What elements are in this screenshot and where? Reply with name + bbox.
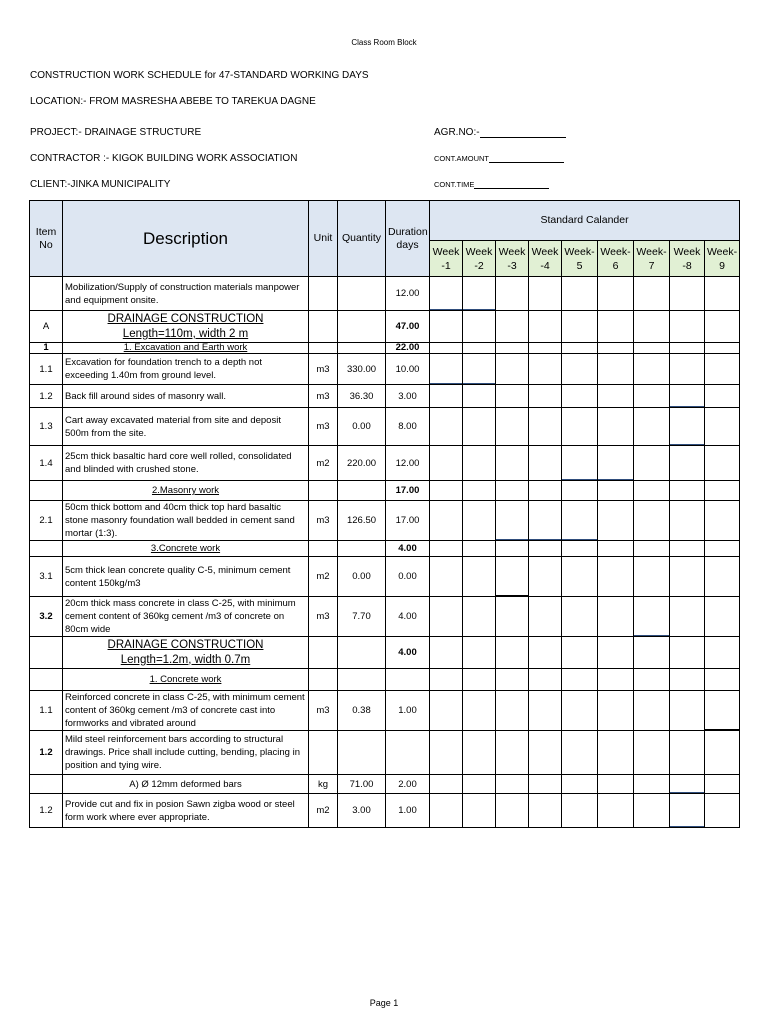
week-cell — [430, 277, 463, 311]
quantity-cell: 71.00 — [338, 775, 386, 794]
unit-cell — [309, 277, 338, 311]
gantt-bar — [670, 826, 705, 828]
table-row — [30, 446, 740, 481]
description-cell: Reinforced concrete in class C-25, with minimum cement content of 360kg cement /m3 of concrete cast into formworks and vibrated around — [63, 691, 309, 731]
cont-amount-blank — [489, 162, 564, 163]
duration-cell: 0.00 — [386, 557, 430, 597]
item-cell: A — [30, 311, 63, 343]
item-cell: 1.1 — [30, 691, 63, 731]
description-cell: 50cm thick bottom and 40cm thick top hard basaltic stone masonry foundation wall bedded in cement sand mortar (1:3). — [63, 501, 309, 541]
week-cell — [634, 597, 670, 637]
description-cell: Back fill around sides of masonry wall. — [63, 385, 309, 408]
duration-cell: 3.00 — [386, 385, 430, 408]
duration-cell: 47.00 — [386, 311, 430, 343]
table-row — [30, 277, 740, 311]
week-cell — [670, 408, 705, 446]
item-cell: 1.2 — [30, 794, 63, 828]
week-4-header: Week -4 — [529, 241, 562, 277]
table-row — [30, 408, 740, 446]
week-cell — [562, 501, 598, 541]
section-title-cell — [63, 669, 309, 691]
section-title-cell — [63, 541, 309, 557]
unit-cell: m2 — [309, 446, 338, 481]
table-row — [30, 597, 740, 637]
agr-no-blank — [480, 137, 566, 138]
item-cell: 1 — [30, 343, 63, 354]
description-cell: Mobilization/Supply of construction materials manpower and equipment onsite. — [63, 277, 309, 311]
week-cell — [670, 794, 705, 828]
week-8-header: Week -8 — [670, 241, 705, 277]
section-title-cell — [63, 481, 309, 501]
table-row — [30, 541, 740, 557]
week-cell — [529, 501, 562, 541]
unit-cell: m3 — [309, 385, 338, 408]
cont-time-label: CONT.TIME — [434, 180, 475, 189]
item-cell: 1.4 — [30, 446, 63, 481]
duration-cell: 10.00 — [386, 354, 430, 385]
subsection-title: 1. Excavation and Earth work — [123, 342, 248, 353]
week-cell — [496, 557, 529, 597]
unit-cell: m2 — [309, 557, 338, 597]
week-3-header: Week -3 — [496, 241, 529, 277]
item-cell: 1.3 — [30, 408, 63, 446]
section-title: DRAINAGE CONSTRUCTION — [107, 638, 264, 651]
page-header: Class Room Block — [351, 38, 417, 47]
project-line: PROJECT:- DRAINAGE STRUCTURE — [30, 127, 202, 138]
cont-time — [434, 180, 549, 189]
quantity-cell: 3.00 — [338, 794, 386, 828]
cont-time-blank — [474, 188, 549, 189]
unit-cell: m3 — [309, 408, 338, 446]
section-title: DRAINAGE CONSTRUCTION — [107, 312, 264, 325]
description-cell: 25cm thick basaltic hard core well rolled, consolidated and blinded with crushed stone. — [63, 446, 309, 481]
week-2-header: Week -2 — [463, 241, 496, 277]
description-cell: 5cm thick lean concrete quality C-5, minimum cement content 150kg/m3 — [63, 557, 309, 597]
item-cell: 2.1 — [30, 501, 63, 541]
location-line: LOCATION:- FROM MASRESHA ABEBE TO TAREKUA DAGNE — [30, 96, 316, 107]
week-cell — [598, 446, 634, 481]
calendar-header: Standard Calander — [430, 201, 740, 241]
week-cell — [463, 277, 496, 311]
item-cell: 3.1 — [30, 557, 63, 597]
week-9-header: Week-9 — [705, 241, 740, 277]
table-row — [30, 731, 740, 775]
item-cell: 1.2 — [30, 385, 63, 408]
agr-no-label: AGR.NO:- — [434, 127, 480, 138]
quantity-cell — [338, 277, 386, 311]
table-row — [30, 481, 740, 501]
item-cell: 1.1 — [30, 354, 63, 385]
unit-cell: kg — [309, 775, 338, 794]
description-cell: Cart away excavated material from site and deposit 500m from the site. — [63, 408, 309, 446]
quantity-cell: 126.50 — [338, 501, 386, 541]
quantity-cell: 330.00 — [338, 354, 386, 385]
week-7-header: Week-7 — [634, 241, 670, 277]
quantity-cell: 36.30 — [338, 385, 386, 408]
contractor-line: CONTRACTOR :- KIGOK BUILDING WORK ASSOCIATION — [30, 153, 298, 164]
subsection-title: 2.Masonry work — [151, 485, 220, 496]
unit-cell: m2 — [309, 794, 338, 828]
duration-cell: 1.00 — [386, 691, 430, 731]
quantity-header: Quantity — [338, 201, 386, 277]
quantity-cell: 0.00 — [338, 557, 386, 597]
duration-cell: 4.00 — [386, 597, 430, 637]
description-cell: Provide cut and fix in posion Sawn zigba wood or steel form work where ever appropriate. — [63, 794, 309, 828]
section-dimensions: Length=110m, width 2 m — [122, 327, 249, 340]
table-row — [30, 669, 740, 691]
table-row — [30, 691, 740, 731]
item-cell — [30, 277, 63, 311]
item-cell: 1.2 — [30, 731, 63, 775]
page-footer: Page 1 — [369, 998, 399, 1008]
unit-cell: m3 — [309, 354, 338, 385]
duration-cell: 17.00 — [386, 501, 430, 541]
week-cell — [670, 775, 705, 794]
duration-cell: 12.00 — [386, 277, 430, 311]
duration-cell: 4.00 — [386, 637, 430, 669]
section-title-cell — [63, 343, 309, 354]
subsection-title: 3.Concrete work — [150, 543, 221, 554]
table-row — [30, 794, 740, 828]
table-row — [30, 775, 740, 794]
duration-cell: 1.00 — [386, 794, 430, 828]
duration-header: Duration days — [386, 201, 430, 277]
duration-cell: 4.00 — [386, 541, 430, 557]
unit-header: Unit — [309, 201, 338, 277]
description-header: Description — [63, 201, 309, 277]
week-cell — [670, 385, 705, 408]
table-row — [30, 501, 740, 541]
table-row — [30, 385, 740, 408]
section-title-cell — [63, 311, 309, 343]
quantity-cell: 7.70 — [338, 597, 386, 637]
item-cell: 3.2 — [30, 597, 63, 637]
table-row — [30, 311, 740, 343]
duration-cell: 22.00 — [386, 343, 430, 354]
section-dimensions: Length=1.2m, width 0.7m — [120, 653, 251, 666]
description-cell: A) Ø 12mm deformed bars — [63, 775, 309, 794]
agr-no — [434, 127, 566, 138]
duration-cell: 12.00 — [386, 446, 430, 481]
week-5-header: Week-5 — [562, 241, 598, 277]
quantity-cell: 0.00 — [338, 408, 386, 446]
schedule-title: CONSTRUCTION WORK SCHEDULE for 47-STANDARD WORKING DAYS — [30, 70, 369, 81]
description-cell: 20cm thick mass concrete in class C-25, with minimum cement content of 360kg cement /m3 of concrete on 80cm wide — [63, 597, 309, 637]
quantity-cell: 0.38 — [338, 691, 386, 731]
week-cell — [496, 501, 529, 541]
section-title-cell — [63, 637, 309, 669]
table-row — [30, 637, 740, 669]
cont-amount — [434, 154, 564, 163]
week-cell — [430, 354, 463, 385]
week-cell — [463, 354, 496, 385]
table-row — [30, 343, 740, 354]
description-cell: Mild steel reinforcement bars according to structural drawings. Price shall include cutting, bending, placing in position and tying wire. — [63, 731, 309, 775]
description-cell: Excavation for foundation trench to a depth not exceeding 1.40m from ground level. — [63, 354, 309, 385]
unit-cell: m3 — [309, 501, 338, 541]
week-cell — [705, 691, 740, 731]
client-line: CLIENT:-JINKA MUNICIPALITY — [30, 179, 171, 190]
duration-cell: 8.00 — [386, 408, 430, 446]
table-row — [30, 354, 740, 385]
subsection-title: 1. Concrete work — [149, 674, 222, 685]
table-row — [30, 557, 740, 597]
unit-cell: m3 — [309, 691, 338, 731]
duration-cell: 17.00 — [386, 481, 430, 501]
cont-amount-label: CONT.AMOUNT — [434, 154, 489, 163]
unit-cell: m3 — [309, 597, 338, 637]
item-no-header: Item No — [30, 201, 63, 277]
week-1-header: Week -1 — [430, 241, 463, 277]
duration-cell: 2.00 — [386, 775, 430, 794]
week-6-header: Week-6 — [598, 241, 634, 277]
quantity-cell: 220.00 — [338, 446, 386, 481]
schedule-table — [29, 200, 740, 828]
week-cell — [562, 446, 598, 481]
